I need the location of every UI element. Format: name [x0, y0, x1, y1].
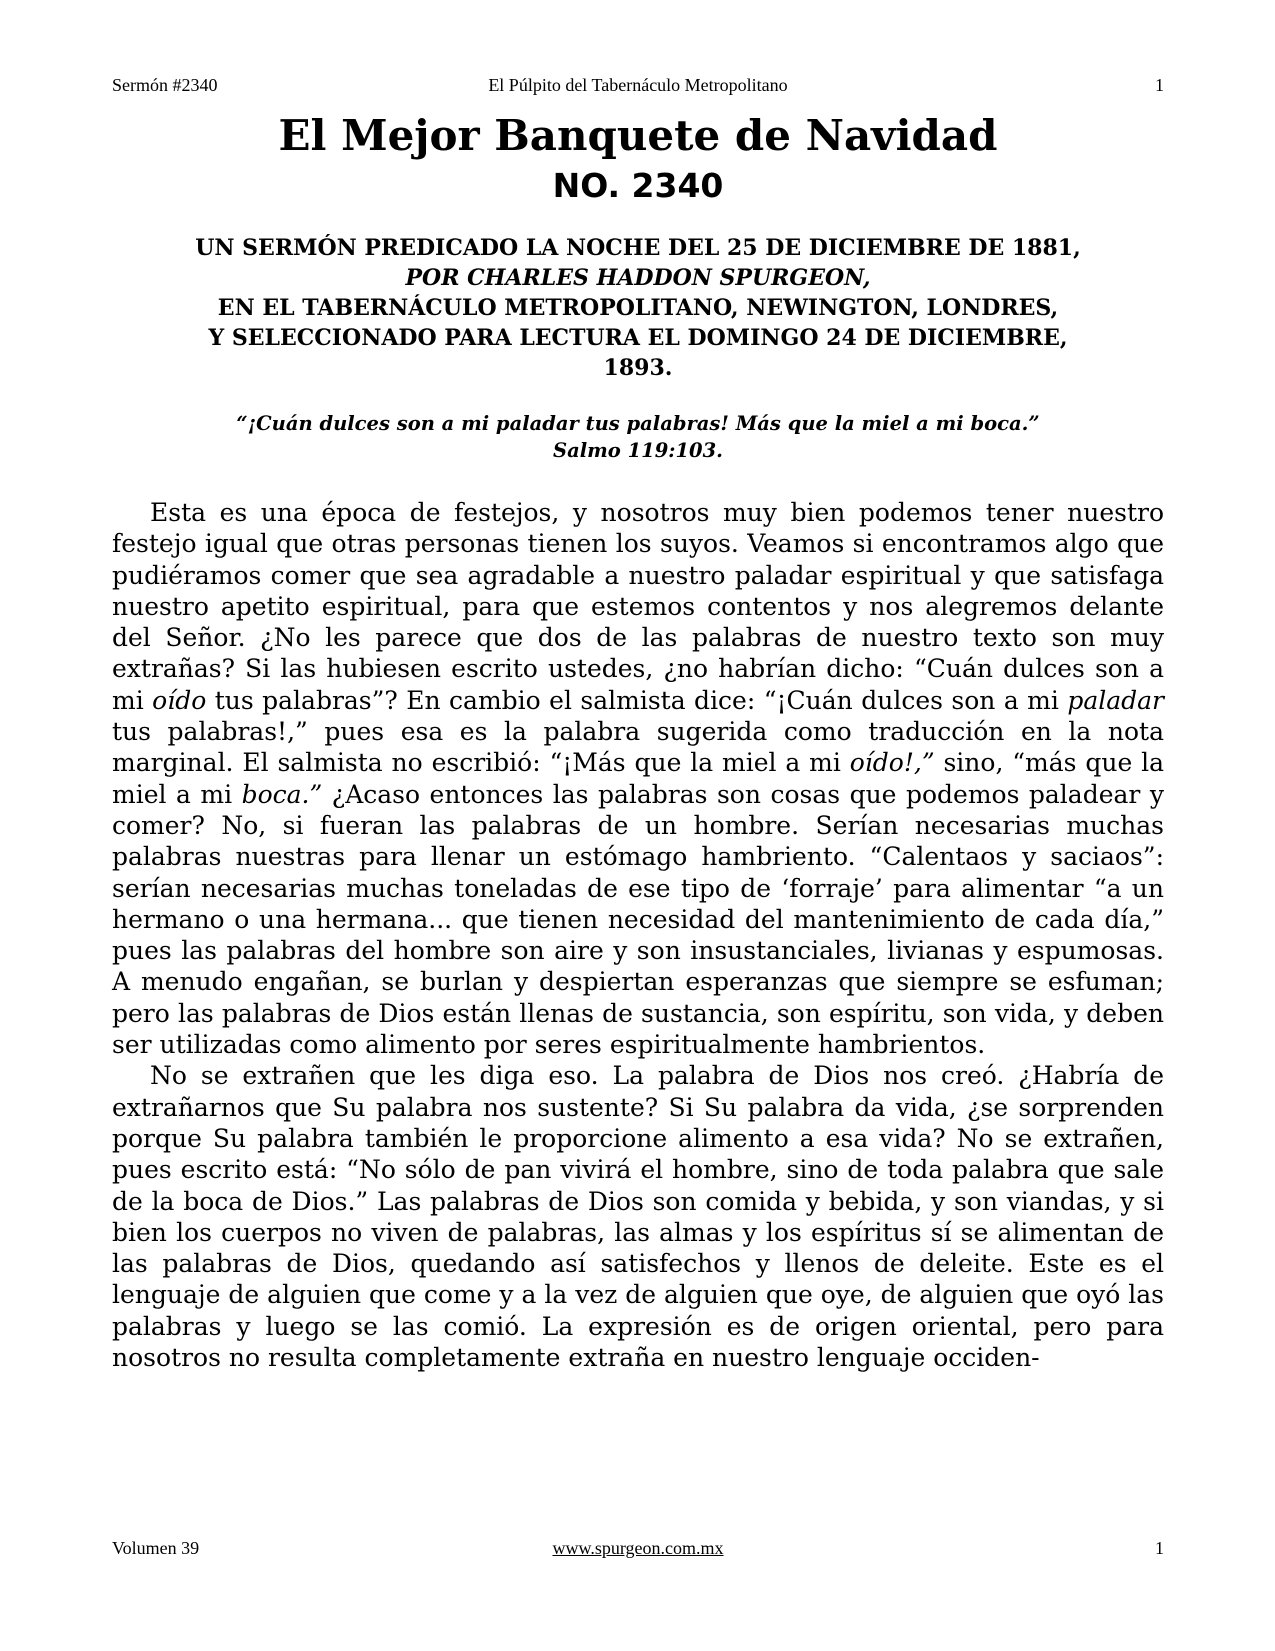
sermon-subtitle [112, 233, 1164, 383]
epigraph-reference: Salmo 119:103. [553, 439, 723, 462]
emphasis: oído [152, 685, 207, 715]
header-page-number: 1 [1155, 75, 1164, 95]
subtitle-line: 1893. [603, 355, 673, 381]
emphasis: boca.” [241, 779, 323, 809]
text-run: tus palabras!,” pues esa es la palabra sugerida como traducción en la nota marginal. El salmista no escribió: “¡Más que la miel a mi [112, 717, 1164, 778]
subtitle-line: EN EL TABERNÁCULO METROPOLITANO, NEWINGTON, LONDRES, [217, 295, 1059, 321]
sermon-number: NO. 2340 [552, 166, 724, 205]
sermon-body [112, 497, 1164, 1373]
epigraph [112, 410, 1164, 464]
footer-center [112, 1537, 1164, 1559]
emphasis: oído!,” [849, 748, 935, 778]
subtitle-line: Y SELECCIONADO PARA LECTURA EL DOMINGO 24 DE DICIEMBRE, [208, 325, 1068, 351]
footer-page-number: 1 [1155, 1538, 1164, 1558]
subtitle-line: UN SERMÓN PREDICADO LA NOCHE DEL 25 DE DICIEMBRE DE 1881, [195, 235, 1081, 261]
body-paragraph [112, 497, 1164, 1060]
text-run: tus palabras”? En cambio el salmista dice: “¡Cuán dulces son a mi [206, 685, 1068, 715]
text-run: Esta es una época de festejos, y nosotros muy bien podemos tener nuestro festejo igual que otras personas tienen los suyos. Veamos si encontramos algo que pudiéramos comer que sea agradable a nuestro paladar espiritual y que satisfaga nuestro apetito espiritual, para que estemos contentos y nos alegremos delante del Señor. ¿No les parece que dos de las palabras de nuestro texto son muy extrañas? Si las hubiesen escrito ustedes, ¿no habrían dicho: “Cuán dulces son a mi [112, 498, 1164, 715]
title-block [112, 108, 1164, 208]
text-run: sino, “más que la miel a mi [112, 748, 1165, 809]
subtitle-author: POR CHARLES HADDON SPURGEON, [405, 265, 871, 291]
text-run: ¿Acaso entonces las palabras son cosas que podemos paladear y comer? No, si fueran las palabras de un hombre. Serían necesarias muchas palabras nuestras para llenar un estómago hambriento. “Calentaos y saciaos”: serían necesarias muchas toneladas de ese tipo de ‘forraje’ para alimentar “a un hermano o una hermana... que tienen necesidad del mantenimiento de cada día,” pues las palabras del hombre son aire y son insustanciales, livianas y espumosas. A menudo engañan, se burlan y despiertan esperanzas que siempre se esfuman; pero las palabras de Dios están llenas de sustancia, son espíritu, son vida, y deben ser utilizadas como alimento por seres espiritualmente hambrientos. [112, 779, 1164, 1060]
sermon-title: El Mejor Banquete de Navidad [278, 111, 998, 160]
sermon-number-label: Sermón #2340 [112, 75, 218, 95]
emphasis: paladar [1067, 685, 1165, 715]
website-link[interactable]: www.spurgeon.com.mx [552, 1538, 724, 1558]
volume-label: Volumen 39 [112, 1538, 200, 1558]
publication-title: El Púlpito del Tabernáculo Metropolitano [488, 75, 788, 95]
epigraph-quote: “¡Cuán dulces son a mi paladar tus palabras! Más que la miel a mi boca.” [236, 412, 1040, 435]
body-paragraph: No se extrañen que les diga eso. La palabra de Dios nos creó. ¿Habría de extrañarnos que Su palabra nos sustente? Si Su palabra da vida, ¿se sorprenden porque Su palabra también le proporcione alimento a esa vida? No se extrañen, pues escrito está: “No sólo de pan vivirá el hombre, sino de toda palabra que sale de la boca de Dios.” Las palabras de Dios son comida y bebida, y son viandas, y si bien los cuerpos no viven de palabras, las almas y los espíritus sí se alimentan de las palabras de Dios, quedando así satisfechos y llenos de deleite. Este es el lenguaje de alguien que come y a la vez de alguien que oye, de alguien que oyó las palabras y luego se las comió. La expresión es de origen oriental, pero para nosotros no resulta completamente extraña en nuestro lenguaje occiden- [112, 1061, 1164, 1373]
